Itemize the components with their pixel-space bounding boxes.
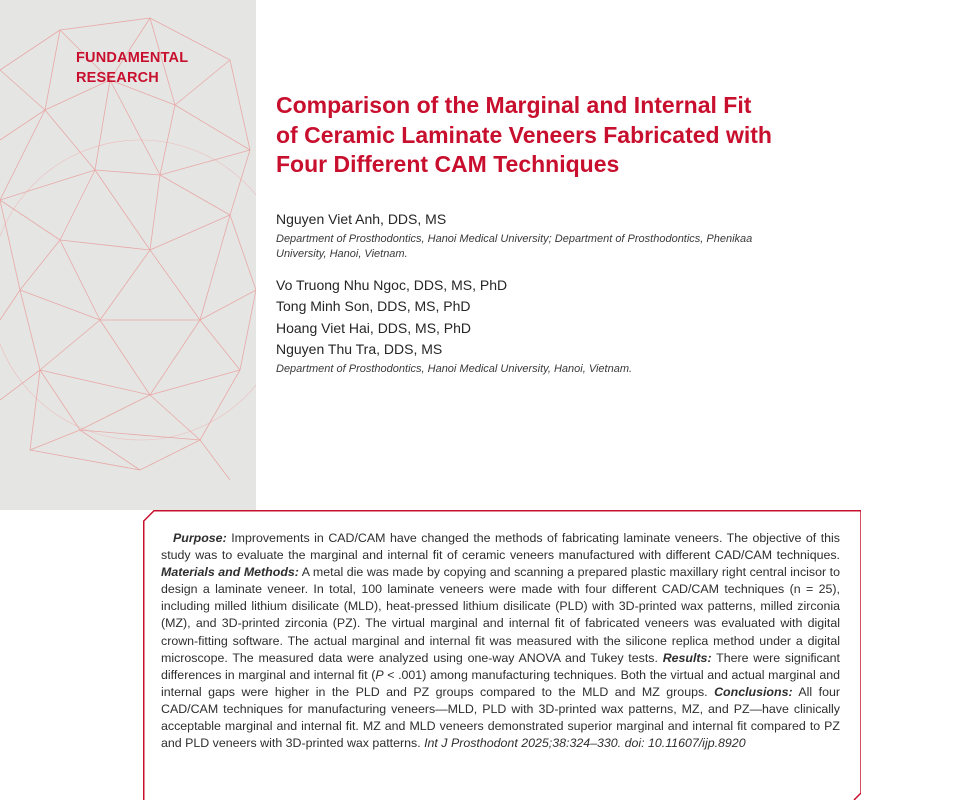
citation: Int J Prosthodont 2025;38:324–330. doi: 10.11607/ijp.8920 [424,736,746,751]
section-label [76,48,188,88]
conclusions-text: All four CAD/CAM techniques for manufacturing veneers—MLD, PLD with 3D-printed wax patterns, MZ, and PZ—have clinically acceptable marginal and internal fit. MZ and MLD veneers demonstrated superior marginal and internal fit compared to PZ and PLD veneers with 3D-printed wax patterns. [161,684,840,751]
section-label-line1: FUNDAMENTAL [76,50,189,66]
methods-label: Materials and Methods: [161,565,299,580]
results-label: Results: [662,650,712,665]
methods-text: A metal die was made by copying and scanning a prepared plastic maxillary right central incisor to design a laminate veneer. In total, 100 laminate veneers were made with four different CAD/CAM techniques (n = 25), including milled lithium disilicate (MLD), heat-pressed lithium disilicate (PLD) with 3D-printed wax patterns, milled zirconia (MZ), and 3D-printed zirconia (PZ). The virtual marginal and internal fit of fabricated veneers was evaluated with digital crown-fitting software. The actual marginal and internal fit was measured with the silicone replica method under a digital microscope. The measured data were analyzed using one-way ANOVA and Tukey tests. [161,565,840,665]
purpose-label: Purpose: [173,531,227,545]
author-affiliation [276,362,856,378]
results-text: There were significant differences in marginal and internal fit ( [161,650,840,682]
author-name: Hoang Viet Hai, DDS, MS, PhD [276,319,472,336]
p-value-symbol: P [375,667,384,682]
title-line-2: of Ceramic Laminate Veneers Fabricated with [276,121,772,148]
title-line-3: Four Different CAM Techniques [276,151,620,177]
author-affiliation [276,232,856,263]
purpose-text: Improvements in CAD/CAM have changed the methods of fabricating laminate veneers. The objective of this study was to evaluate the marginal and internal fit of ceramic veneers manufactured with different CAD/CAM techniques. [161,531,840,563]
author-name: Nguyen Thu Tra, DDS, MS [276,341,443,357]
author-name: Nguyen Viet Anh, DDS, MS [276,211,447,227]
author-list [276,209,856,377]
author-name: Tong Minh Son, DDS, MS, PhD [276,298,471,314]
results-text-continued: < .001) among manufacturing techniques. Both the virtual and actual marginal and internal gaps were higher in the PLD and PZ groups compared to the MLD and MZ groups. [161,667,840,699]
conclusions-label: Conclusions: [714,684,793,699]
affiliation-line-1: Department of Prosthodontics, Hanoi Medical University; Department of Prosthodontics, Phenikaa [276,232,753,245]
affiliation-line-2: University, Hanoi, Vietnam. [276,248,408,260]
section-label-line2: RESEARCH [76,70,159,86]
article-title [276,91,916,180]
author-name: Vo Truong Nhu Ngoc, DDS, MS, PhD [276,276,508,293]
abstract-text [161,530,840,752]
affiliation-line-1: Department of Prosthodontics, Hanoi Medical University, Hanoi, Vietnam. [276,362,633,375]
title-line-1: Comparison of the Marginal and Internal Fit [276,92,752,118]
